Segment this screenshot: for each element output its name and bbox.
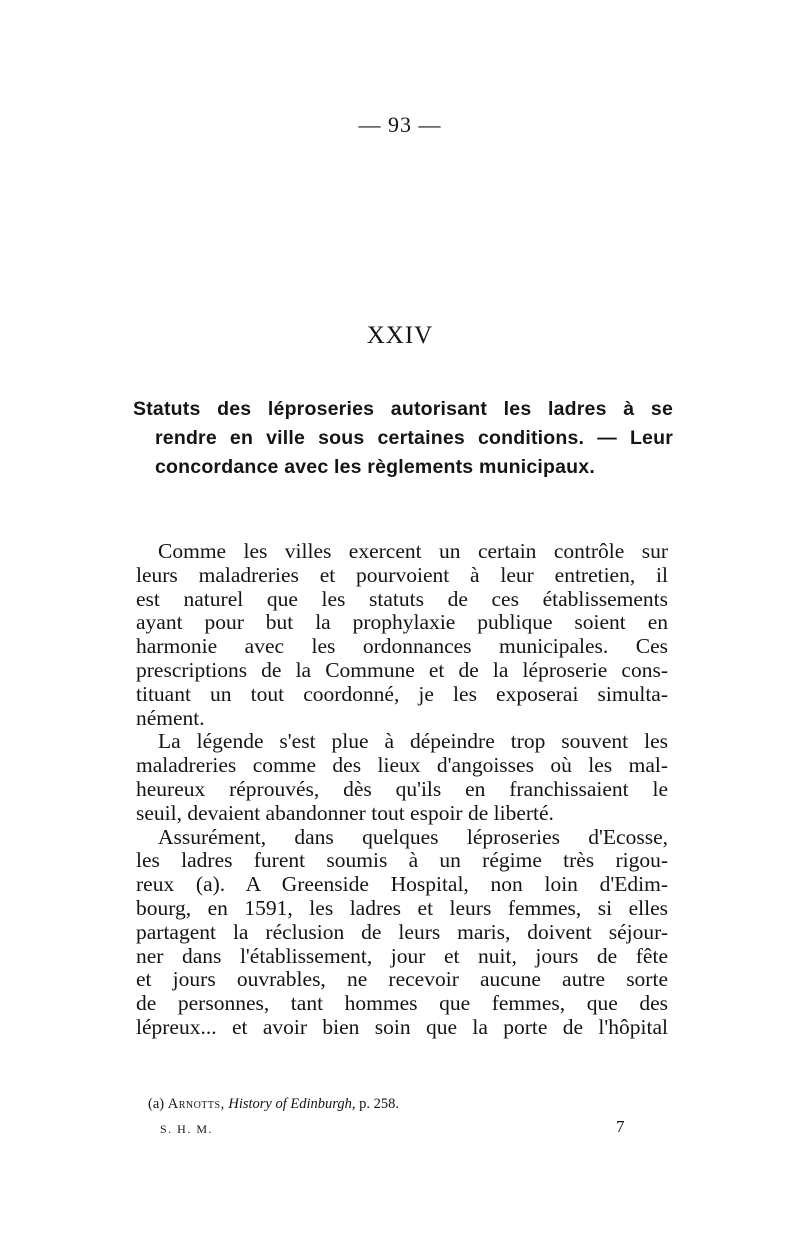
paragraph-line: Assurément, dans quelques léproseries d'Ecosse, [158,824,668,849]
paragraph-line: prescriptions de la Commune et de la léproserie cons- [136,657,668,682]
footnote-page-ref: p. 258. [359,1096,399,1112]
paragraph-line: ayant pour but la prophylaxie publique soient en [136,610,668,635]
paragraph-line: est naturel que les statuts de ces établissements [136,586,668,611]
paragraph-line: de personnes, tant hommes que femmes, que des [136,991,668,1016]
heading-line: concordance avec les règlements municipaux. [155,456,595,478]
heading-line: Statuts des léproseries autorisant les ladres à se [133,398,673,420]
footnote-author: Arnotts, [167,1096,225,1112]
paragraph-line: heureux réprouvés, dès qu'ils en franchissaient le [136,776,668,801]
footnote [148,1096,399,1113]
sheet-number: 7 [616,1117,625,1136]
paragraph-line: La légende s'est plue à dépeindre trop souvent les [158,729,668,754]
chapter-number: XXIV [366,322,434,349]
printer-signature: S. H. M. [160,1122,214,1136]
footnote-work-title: History of Edinburgh, [228,1096,356,1112]
paragraph-line: reux (a). A Greenside Hospital, non loin d'Edim- [136,872,668,897]
paragraph-line: nément. [136,705,205,730]
paragraph-line: seuil, devaient abandonner tout espoir de liberté. [136,800,554,825]
paragraph-line: leurs maladreries et pourvoient à leur entretien, il [136,562,668,587]
paragraph-line: tituant un tout coordonné, je les exposerai simulta- [136,681,668,706]
paragraph-line: partagent la réclusion de leurs maris, doivent séjour- [136,919,668,944]
heading-line: rendre en ville sous certaines conditions. — Leur [155,427,673,449]
paragraph-line: lépreux... et avoir bien soin que la porte de l'hôpital [136,1014,668,1039]
paragraph-line: bourg, en 1591, les ladres et leurs femmes, si elles [136,895,668,920]
body-text [136,540,668,1040]
footnote-marker: (a) [148,1096,165,1112]
paragraph-line: ner dans l'établissement, jour et nuit, jours de fête [136,943,668,968]
paragraph-line: maladreries comme des lieux d'angoisses où les mal- [136,753,668,778]
paragraph-line: harmonie avec les ordonnances municipales. Ces [136,634,668,659]
paragraph-line: et jours ouvrables, ne recevoir aucune autre sorte [136,967,668,992]
paragraph-line: Comme les villes exercent un certain contrôle sur [158,539,668,563]
page-number: — 93 — [358,112,442,137]
paragraph-line: les ladres furent soumis à un régime très rigou- [136,848,668,873]
chapter-heading [133,395,673,482]
